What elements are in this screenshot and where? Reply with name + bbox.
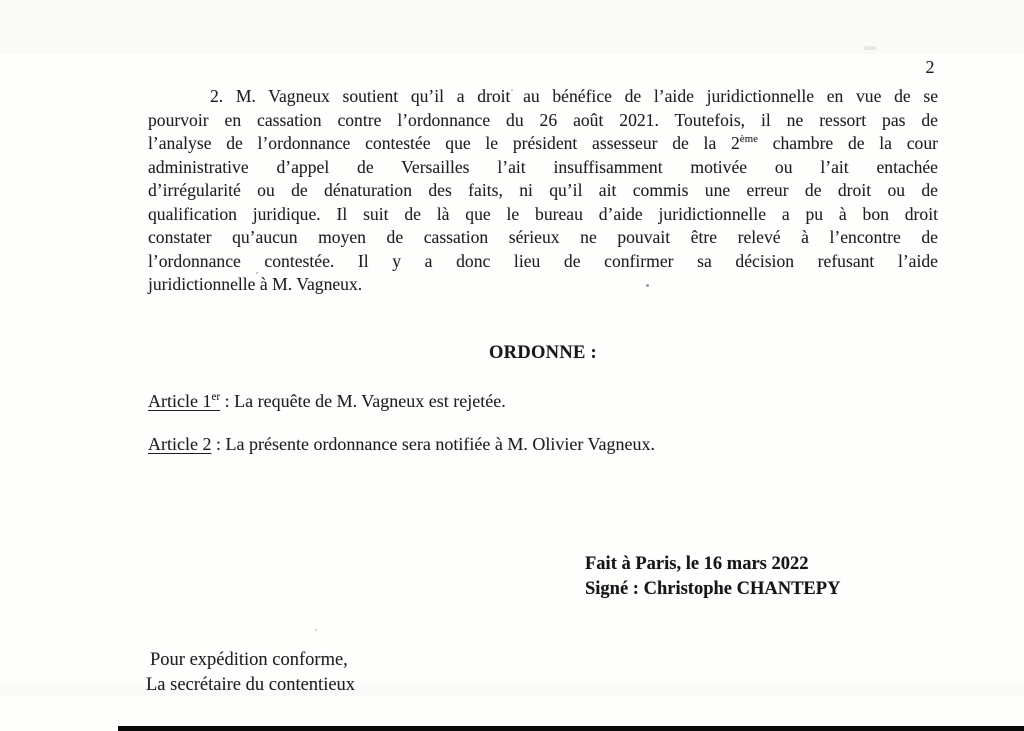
article-1-label: [148, 391, 220, 411]
signature-place-date: Fait à Paris, le 16 mars 2022: [585, 554, 809, 574]
paragraph-line: constater qu’aucun moyen de cassation sérieux ne pouvait être relevé à l’encontre de: [148, 227, 938, 247]
paragraph-line: qualification juridique. Il suit de là que le bureau d’aide juridictionnelle a pu à bon droit: [148, 203, 938, 224]
article-1: [148, 391, 506, 412]
superscript-eme: ème: [739, 133, 758, 146]
signature-block: [585, 552, 840, 603]
article-2-text: : La présente ordonnance sera notifiée à M. Olivier Vagneux.: [211, 434, 655, 454]
paragraph-line: [148, 132, 938, 156]
article-1-text: : La requête de M. Vagneux est rejetée.: [220, 391, 506, 411]
paragraph-line: juridictionnelle à M. Vagneux.: [148, 274, 363, 294]
footer-line-2: La secrétaire du contentieux: [146, 675, 356, 696]
paragraph-line: pourvoir en cassation contre l’ordonnance du 26 août 2021. Toutefois, il ne ressort pas de: [148, 109, 938, 130]
footer-block: [146, 648, 355, 699]
scan-speck: [864, 46, 876, 50]
article-1-label-text: Article 1: [148, 391, 212, 411]
ordonne-heading: ORDONNE :: [488, 343, 598, 363]
paragraph-line: administrative d’appel de Versailles l’ait insuffisamment motivée ou l’ait entachée: [148, 156, 938, 177]
signature-name: Signé : Christophe CHANTEPY: [585, 579, 841, 600]
scan-artifact-bar: [118, 726, 1024, 731]
footer-line-1: Pour expédition conforme,: [150, 650, 348, 670]
page-number: 2: [925, 57, 935, 77]
scan-speck: [315, 629, 317, 631]
paragraph-line: l’ordonnance contestée. Il y a donc lieu de confirmer sa décision refusant l’aide: [148, 250, 938, 271]
superscript-er: er: [211, 391, 221, 403]
paragraph-line-text: chambre de la cour: [757, 133, 938, 153]
main-paragraph: [148, 85, 938, 297]
article-2: [148, 434, 655, 455]
paragraph-line-text: l’analyse de l’ordonnance contestée que le président assesseur de la 2: [148, 133, 740, 153]
scan-texture-band: [0, 0, 1024, 54]
article-2-label: Article 2: [148, 434, 212, 454]
paragraph-line: d’irrégularité ou de dénaturation des faits, ni qu’il ait commis une erreur de droit ou de: [148, 180, 938, 200]
paragraph-line: 2. M. Vagneux soutient qu’il a droit au bénéfice de l’aide juridictionnelle en vue de se: [210, 86, 938, 106]
